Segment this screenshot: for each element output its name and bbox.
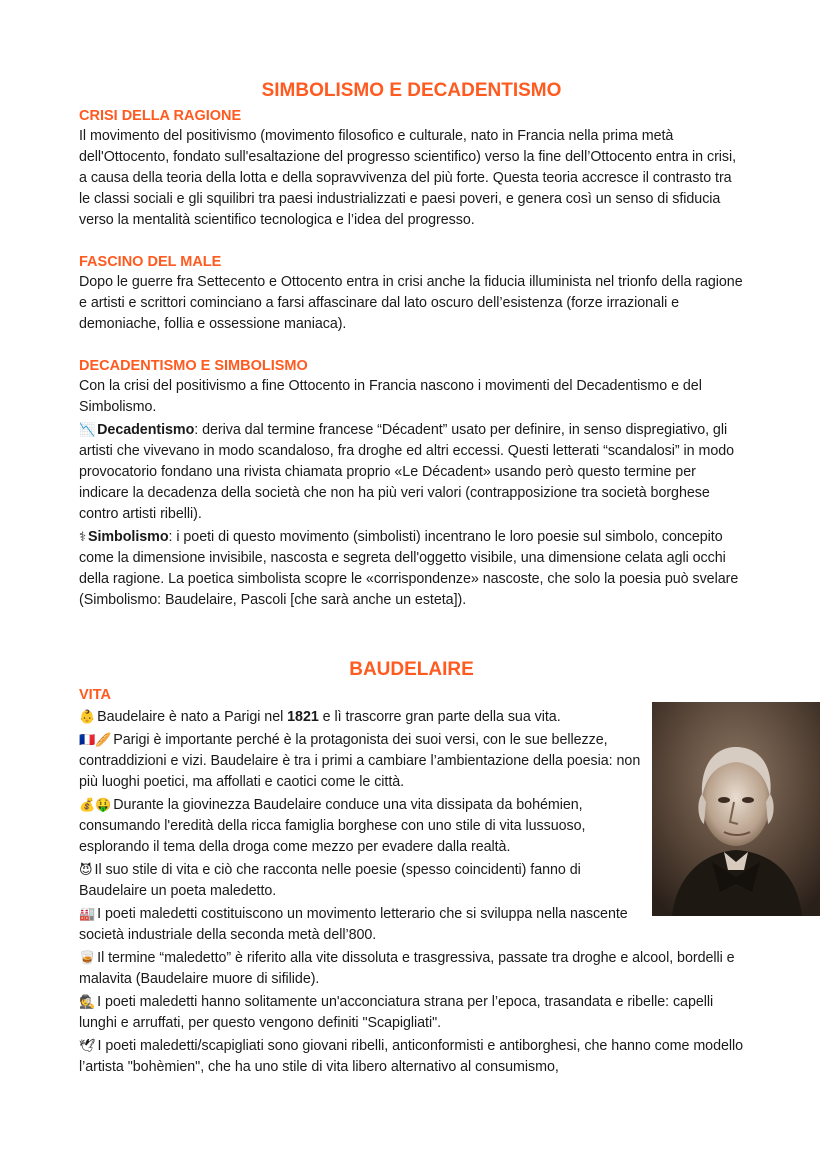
detective-icon: 🕵: [79, 995, 96, 1010]
paragraph-simbolismo: [79, 527, 744, 611]
devil-icon: 😈: [79, 863, 93, 878]
document-page: [79, 78, 744, 1078]
paragraph-intro: Con la crisi del positivismo a fine Ottocento in Francia nascono i movimenti del Decadentismo e del Simbolismo.: [79, 378, 702, 415]
paragraph-crisi: Il movimento del positivismo (movimento filosofico e culturale, nato in Francia nella prima metà dell'Ottocento, fondato sull'esaltazione del progresso scientifico) verso la fine dell’Ottocento entra in crisi, a causa della teoria della lotta e della sopravvivenza del più forte. Questa teoria accresce il contrasto tra le classi sociali e gli squilibri tra paesi industrializzati e paesi poveri, e genera così un senso di sfiducia verso la mentalità scientifico tecnologica e l’idea del progresso.: [79, 128, 737, 228]
heading-crisi: CRISI DELLA RAGIONE: [79, 108, 242, 124]
term-simbolismo: Simbolismo: [87, 529, 169, 545]
chart-down-icon: 📉: [79, 423, 96, 438]
list-item: 💰🤑 Durante la giovinezza Baudelaire conduce una vita dissipata da bohémien, consumando l'eredità della ricca famiglia borghese con uno stile di vita lussuoso, esplorando il tema della droga come mezzo per evadere dalla realtà.: [79, 797, 586, 855]
factory-icon: 🏭: [79, 907, 96, 922]
sparkle-icon: ⚕: [79, 530, 86, 545]
list-item: 🏭 I poeti maledetti costituiscono un movimento letterario che si sviluppa nella nascente società industriale della seconda metà dell’800.: [79, 906, 628, 943]
heading-fascino: FASCINO DEL MALE: [79, 254, 222, 270]
dove-icon: 🕊: [79, 1039, 96, 1054]
baudelaire-portrait: [652, 702, 820, 916]
portrait-image: [652, 702, 820, 916]
vita-list: [79, 707, 744, 1078]
list-item: 🇫🇷🥖 Parigi è importante perché è la protagonista dei suoi versi, con le sue bellezze, contraddizioni e vizi. Baudelaire è tra i primi a cambiare l’ambientazione della poesia: non più luoghi poetici, ma affollati e caotici come le città.: [79, 732, 641, 790]
paragraph-fascino: Dopo le guerre fra Settecento e Ottocento entra in crisi anche la fiducia illuminista nel trionfo della ragione e artisti e scrittori cominciano a farsi affascinare dal lato oscuro dell’esistenza (forze irrazionali e demoniache, follia e ossessione maniaca).: [79, 274, 743, 332]
heading-vita: VITA: [79, 687, 111, 703]
paragraph-decadentismo: [79, 420, 744, 525]
list-item: 🕵 I poeti maledetti hanno solitamente un'acconciatura strana per l’epoca, trasandata e ribelle: capelli lunghi e arruffati, per questo vengono definiti "Scapigliati".: [79, 994, 714, 1031]
money-icon: 💰🤑: [79, 798, 112, 813]
heading-decadentismo: DECADENTISMO E SIMBOLISMO: [79, 358, 308, 374]
text-decadentismo: : deriva dal termine francese “Décadent” usato per definire, in senso dispregiativo, gli artisti che vivevano in modo scandaloso, fra droghe ed altri eccessi. Questi letterati “scandalosi” in modo provocatorio fondano una rivista chiamata proprio «Le Décadent» usando però questo termine per indicare la decadenza della società che non ha più veri valori (contrapposizione tra società borghese contro artisti ribelli).: [79, 422, 735, 522]
term-decadentismo: Decadentismo: [97, 422, 195, 438]
list-item: 🕊 I poeti maledetti/scapigliati sono giovani ribelli, anticonformisti e antiborghesi, che hanno come modello l’artista "bohèmien", che ha uno stile di vita libero alternativo al consumismo,: [79, 1038, 744, 1075]
list-item: 🥃 Il termine “maledetto” è riferito alla vite dissoluta e trasgressiva, passate tra droghe e alcool, bordelli e malavita (Baudelaire muore di sifilide).: [79, 950, 735, 987]
flag-baguette-icon: 🇫🇷🥖: [79, 733, 112, 748]
list-item: 😈 Il suo stile di vita e ciò che racconta nelle poesie (spesso coincidenti) fanno di Baudelaire un poeta maledetto.: [79, 862, 581, 899]
text-simbolismo: : i poeti di questo movimento (simbolisti) incentrano le loro poesie sul simbolo, concepito come la dimensione invisibile, nascosta e segreta dell'oggetto visibile, una dimensione celata agli occhi della ragione. La poetica simbolista scopre le «corrispondenze» nascoste, che solo la poesia può svelare (Simbolismo: Baudelaire, Pascoli [che sarà anche un esteta]).: [79, 529, 739, 608]
section-title-baudelaire: BAUDELAIRE: [349, 659, 474, 680]
baby-icon: 👶: [79, 710, 96, 725]
whisky-icon: 🥃: [79, 951, 96, 966]
list-item: 👶 Baudelaire è nato a Parigi nel 1821 e lì trascorre gran parte della sua vita.: [79, 709, 561, 725]
page-title: SIMBOLISMO E DECADENTISMO: [261, 80, 562, 101]
